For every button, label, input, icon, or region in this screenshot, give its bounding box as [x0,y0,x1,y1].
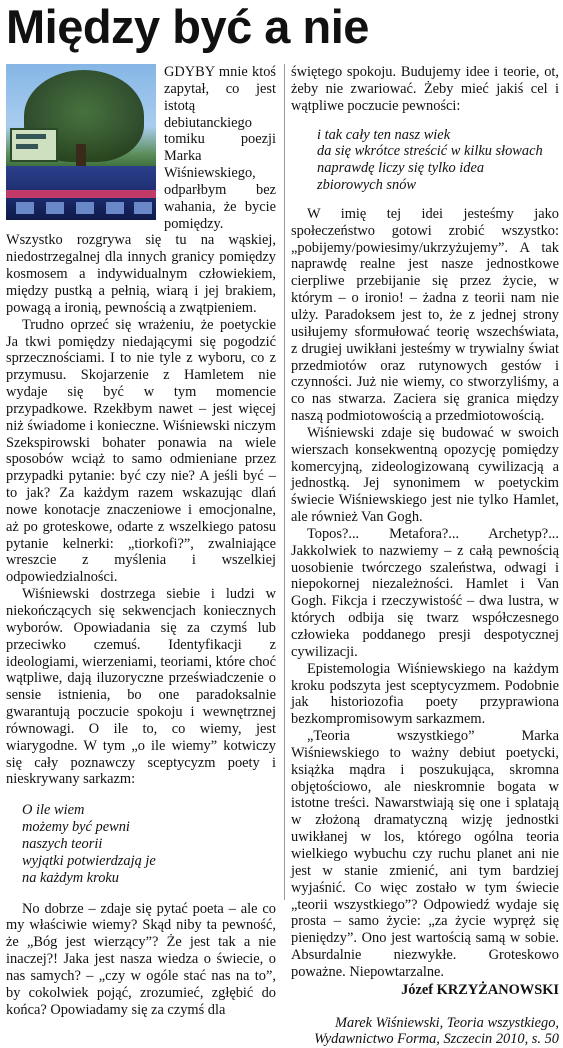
column-divider [284,64,285,900]
poem-line: na każdym kroku [22,869,119,886]
paragraph: Wiśniewski zdaje się budować w swoich wierszach konsekwentną opozycję pomiędzy komercyjną, zideologizowaną cywilizacją a jednostką. Jej synonimem w poetyckim świecie Wiśniewskiego jest nie tylko Hamlet, ale również Van Gogh. [291,424,559,526]
lead-paragraph: GDYBY mnie ktoś zapytał, co jest istotą debiutanckiego tomiku poezji Marka Wiśniewskiego, odparłbym bez wahania, że bycie pomiędzy. Wszystko rozgrywa się tu na wąskiej, niedostrzegalnej dla innych granicy pomiędzy kosmosem a indywidualnym człowiekiem, między pustką a pełnią, wiarą i jej brakiem, powagą a ironią, pewnością a zwątpieniem. [6,64,276,316]
poem-line: naprawdę liczy się tylko idea [317,160,485,177]
paragraph: Wiśniewski dostrzega siebie i ludzi w niekończących się sekwencjach koniecznych wyborów. Opowiadania się za czymś lub przeciwko czemuś. Identyfikacji z ideologiami, wierzeniami, teoriami, które choć wątpliwe, dają iluzoryczne przeświadczenie o sensie istnienia, bo one paradoksalnie gwarantują poczucie spokoju i wewnętrznej równowagi. O ile to, co wiemy, jest wiarygodne. W tym „o ile wiemy” kotwiczy się cały poznawczy sceptycyzm poety i nieskrywany sarkazm: [6,586,276,788]
source-line: Marek Wiśniewski, Teoria wszystkiego, [335,1014,559,1031]
left-column [6,64,276,1018]
poem-quote [22,802,276,886]
poem-line: wyjątki potwierdzają je [22,852,156,869]
poem-line: zbiorowych snów [317,177,417,194]
poem-quote [317,127,559,194]
paragraph: „Teoria wszystkiego” Marka Wiśniewskiego to ważny debiut poetycki, książka mądra i poszukująca, skromna objętościowo, ale nieskromnie bogata w istotne treści. Nawarstwiają się one i splatają w złożoną dramatyczną wizję jednostki uwikłanej w los, którego ogólna teoria wielkiego wybuchu czy ruchu planet ani nie jest w stanie zmienić, ani tym bardziej wyjaśnić. Co więc zostało w tym świecie „teorii wszystkiego”? Odpowiedź wydaje się prosta – samo życie: „za życie wypręż się pieniędzy”. Ono jest wartością samą w sobie. Absurdalnie niezwykłe. Groteskowo poważne. Niepowtarzalne. [291,728,559,980]
poem-line: naszych teorii [22,835,103,852]
paragraph: No dobrze – zdaje się pytać poeta – ale co my właściwie wiemy? Skąd niby ta pewność, że „Bóg jest wierzący”? Że jest tak a nie inaczej?! Jaka jest nasza wiedza o świecie, o nas samych? – „czy w ogóle stać nas na to”, by cokolwiek pojąć, zrozumieć, zgłębić do końca? Opowiadamy się za czymś dla [6,900,276,1018]
tree-photo-icon [6,64,156,220]
poem-line: da się wkrótce streścić w kilku słowach [317,143,543,160]
author-signature: Józef KRZYŻANOWSKI [401,981,559,998]
poem-line: możemy być pewni [22,819,130,836]
paragraph: Trudno oprzeć się wrażeniu, że poetyckie Ja tkwi pomiędzy niedającymi się pogodzić sprzecznościami. I to nie tyle z wyboru, co z przymusu. Skojarzenie z Hamletem nie wydaje się być w tym momencie przypadkowe. Rzekłbym nawet – jest więcej niż świadome i konieczne. Wiśniewski niczym Szekspirowski bohater ponawia na wiele sposobów wciąż to samo odmieniane przez przypadki pytanie: być czy nie? A jeśli być – to jak? Za każdym razem wskazując dlań nowe konotacje znaczeniowe i emocjonalne, aż po groteskowe, odarte z wszelkiego patosu pytanie kelnerki: „tiorkofi?”, zwalniające wreszcie z myślenia i wszelkiej odpowiedzialności. [6,316,276,586]
poem-line: i tak cały ten nasz wiek [317,126,451,143]
paragraph: świętego spokoju. Budujemy idee i teorie, ot, żeby nie zwariować. Żeby mieć jakiś cel i wątpliwe poczucie pewności: [291,64,559,114]
right-column [291,64,559,1048]
book-source [291,1015,559,1048]
paragraph: Topos?... Metafora?... Archetyp?... Jakkolwiek to nazwiemy – z całą pewnością uosobienie twórczego szaleństwa, odwagi i niepokornej niezależności. Hamlet i Van Gogh. Fikcja i rzeczywistość – dwa lustra, w których odbija się twarz współczesnego człowieka poddanego presji despotycznej cywilizacji. [291,525,559,660]
poem-line: O ile wiem [22,802,85,819]
source-line: Wydawnictwo Forma, Szczecin 2010, s. 50 [314,1031,559,1048]
paragraph: W imię tej idei jesteśmy jako społeczeństwo gotowi zrobić wszystko: „pobijemy/powiesimy/ukrzyżujemy”. A tak naprawdę realne jest nasze jednostkowe cierpliwe przebijanie się przez życie, w którym – o ironio! – żadna z teorii nam nie ulży. Paradoksem jest to, że z jednej strony usiłujemy sformułować teorię wszechświata, z drugiej uwikłani jesteśmy w trywialny świat przedmiotów oraz rutynowych gestów i czynności. Już nie wiemy, co stworzyliśmy, a co nas stwarza. Zaciera się granica między naszą podmiotowością a przedmiotowością. [291,205,559,425]
article-title: Między być a nie [6,0,369,53]
paragraph: Epistemologia Wiśniewskiego na każdym kroku podszyta jest sceptycyzmem. Podobnie jak historiozofia poety przyprawiona bezkompromisowym sarkazmem. [291,660,559,728]
